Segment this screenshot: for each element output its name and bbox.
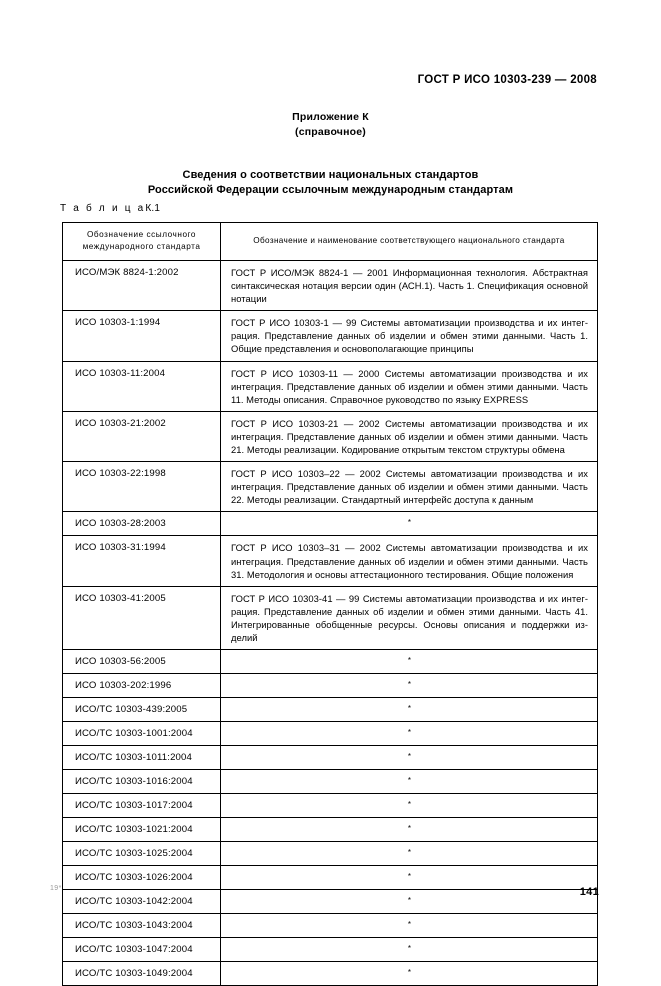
cell-national-standard: [221, 818, 598, 842]
section-heading: [62, 168, 599, 198]
no-equivalent-mark: *: [407, 800, 412, 810]
no-equivalent-mark: *: [407, 776, 412, 786]
column-header-reference-standard: [63, 223, 221, 261]
cell-national-standard: [221, 962, 598, 986]
table-row: [63, 914, 598, 938]
cell-national-standard: [221, 746, 598, 770]
cell-reference-standard: ИСО 10303-22:1998: [63, 462, 221, 512]
footer-page-number: 141: [579, 886, 599, 898]
table-row: [63, 962, 598, 986]
cell-reference-standard: ИСО/ТС 10303-1026:2004: [63, 866, 221, 890]
no-equivalent-mark: *: [407, 896, 412, 906]
cell-reference-standard: ИСО/ТС 10303-439:2005: [63, 698, 221, 722]
cell-national-standard: [221, 890, 598, 914]
cell-reference-standard: ИСО 10303-28:2003: [63, 512, 221, 536]
table-row: [63, 938, 598, 962]
cell-reference-standard: ИСО/ТС 10303-1016:2004: [63, 770, 221, 794]
no-equivalent-mark: *: [407, 704, 412, 714]
table-head: [63, 223, 598, 261]
table-row: [63, 411, 598, 461]
cell-national-standard: [221, 650, 598, 674]
cell-reference-standard: ИСО/ТС 10303-1025:2004: [63, 842, 221, 866]
table-row: [63, 866, 598, 890]
no-equivalent-mark: *: [407, 920, 412, 930]
cell-reference-standard: ИСО 10303-31:1994: [63, 536, 221, 586]
table-row: [63, 586, 598, 649]
cell-national-standard: [221, 938, 598, 962]
column-header-reference-standard-line-1: Обозначение ссылочного: [86, 230, 197, 239]
cell-national-standard: [221, 794, 598, 818]
table-row: [63, 722, 598, 746]
cell-national-standard: ГОСТ Р ИСО 10303-21 — 2002 Системы автоматизации производства и их интеграция. Представление данных об изделии и обмен этими данными. Часть 21. Методы реализации. Кодирование открытым текстом структуры обмена: [221, 411, 598, 461]
table-caption-label: Т а б л и ц а: [60, 203, 146, 214]
table-row: [63, 512, 598, 536]
cell-national-standard: [221, 770, 598, 794]
table-caption-number: К.1: [145, 203, 161, 214]
table-row: [63, 462, 598, 512]
table-caption: [60, 203, 160, 214]
table-row: [63, 698, 598, 722]
cell-reference-standard: ИСО/МЭК 8824-1:2002: [63, 261, 221, 311]
footer-signature-mark: 19*: [50, 885, 62, 892]
table-row: [63, 361, 598, 411]
table-row: [63, 794, 598, 818]
cell-reference-standard: ИСО/ТС 10303-1042:2004: [63, 890, 221, 914]
cell-national-standard: [221, 914, 598, 938]
cell-reference-standard: ИСО/ТС 10303-1021:2004: [63, 818, 221, 842]
cell-national-standard: ГОСТ Р ИСО 10303-11 — 2000 Системы автоматизации производства и их интеграция. Представление данных об изделии и обмен этими данными. Часть 11. Методы описания. Справочное руководство по языку EXPRESS: [221, 361, 598, 411]
cell-national-standard: [221, 842, 598, 866]
cell-reference-standard: ИСО 10303-202:1996: [63, 674, 221, 698]
appendix-title: Приложение К: [292, 111, 369, 123]
cell-national-standard: ГОСТ Р ИСО 10303–22 — 2002 Системы автоматизации производства и их интеграция. Представление данных об изделии и обмен этими данными. Часть 22. Методы реализации. Стандартный интерфейс доступа к данным: [221, 462, 598, 512]
table-row: [63, 674, 598, 698]
no-equivalent-mark: *: [407, 944, 412, 954]
section-heading-line-1: Сведения о соответствии национальных стандартов: [182, 169, 479, 181]
no-equivalent-mark: *: [407, 656, 412, 666]
no-equivalent-mark: *: [407, 752, 412, 762]
no-equivalent-mark: *: [407, 518, 412, 528]
table-body: [63, 261, 598, 986]
table-row: [63, 818, 598, 842]
cell-reference-standard: ИСО 10303-21:2002: [63, 411, 221, 461]
table-row: [63, 770, 598, 794]
table-row: [63, 890, 598, 914]
cell-reference-standard: ИСО 10303-56:2005: [63, 650, 221, 674]
section-heading-line-2: Российской Федерации ссылочным международным стандартам: [147, 184, 514, 196]
no-equivalent-mark: *: [407, 728, 412, 738]
cell-reference-standard: ИСО/ТС 10303-1049:2004: [63, 962, 221, 986]
no-equivalent-mark: *: [407, 848, 412, 858]
no-equivalent-mark: *: [407, 824, 412, 834]
table-row: [63, 650, 598, 674]
cell-national-standard: [221, 512, 598, 536]
cell-reference-standard: ИСО 10303-11:2004: [63, 361, 221, 411]
cell-national-standard: ГОСТ Р ИСО 10303–31 — 2002 Системы автоматизации производства и их интеграция. Представление данных об изделии и обмен этими данными. Часть 31. Методология и основы аттестационного тестирования. Общие положения: [221, 536, 598, 586]
cell-reference-standard: ИСО/ТС 10303-1001:2004: [63, 722, 221, 746]
appendix-block: [0, 110, 661, 140]
appendix-kind: (справочное): [295, 126, 366, 138]
table-row: [63, 261, 598, 311]
cell-national-standard: ГОСТ Р ИСО/МЭК 8824-1 — 2001 Информационная технология. Абстрактная синтаксическая нотация версии один (АСН.1). Часть 1. Спецификация основной нотации: [221, 261, 598, 311]
cell-national-standard: ГОСТ Р ИСО 10303-41 — 99 Системы автоматизации производства и их интеграция. Представление данных об изделии и обмен этими данными. Часть 41. Интегрированные обобщенные ресурсы. Основы описания и поддержки изделий: [221, 586, 598, 649]
cell-reference-standard: ИСО 10303-41:2005: [63, 586, 221, 649]
cell-reference-standard: ИСО/ТС 10303-1047:2004: [63, 938, 221, 962]
cell-reference-standard: ИСО/ТС 10303-1017:2004: [63, 794, 221, 818]
table-row: [63, 842, 598, 866]
cell-reference-standard: ИСО 10303-1:1994: [63, 311, 221, 361]
table-row: [63, 536, 598, 586]
no-equivalent-mark: *: [407, 872, 412, 882]
no-equivalent-mark: *: [407, 968, 412, 978]
no-equivalent-mark: *: [407, 680, 412, 690]
table-row: [63, 746, 598, 770]
column-header-reference-standard-line-2: международного стандарта: [82, 242, 201, 251]
standards-correspondence-table: [62, 222, 598, 986]
cell-national-standard: [221, 866, 598, 890]
table-header-row: [63, 223, 598, 261]
cell-national-standard: ГОСТ Р ИСО 10303-1 — 99 Системы автоматизации производства и их интеграция. Представление данных об изделии и обмен этими данными. Часть 1. Общие представления и основополагающие принципы: [221, 311, 598, 361]
cell-national-standard: [221, 722, 598, 746]
running-head: ГОСТ Р ИСО 10303-239 — 2008: [417, 74, 597, 86]
cell-national-standard: [221, 674, 598, 698]
column-header-national-standard: Обозначение и наименование соответствующего национального стандарта: [221, 223, 598, 261]
cell-reference-standard: ИСО/ТС 10303-1011:2004: [63, 746, 221, 770]
cell-national-standard: [221, 698, 598, 722]
cell-reference-standard: ИСО/ТС 10303-1043:2004: [63, 914, 221, 938]
table-row: [63, 311, 598, 361]
